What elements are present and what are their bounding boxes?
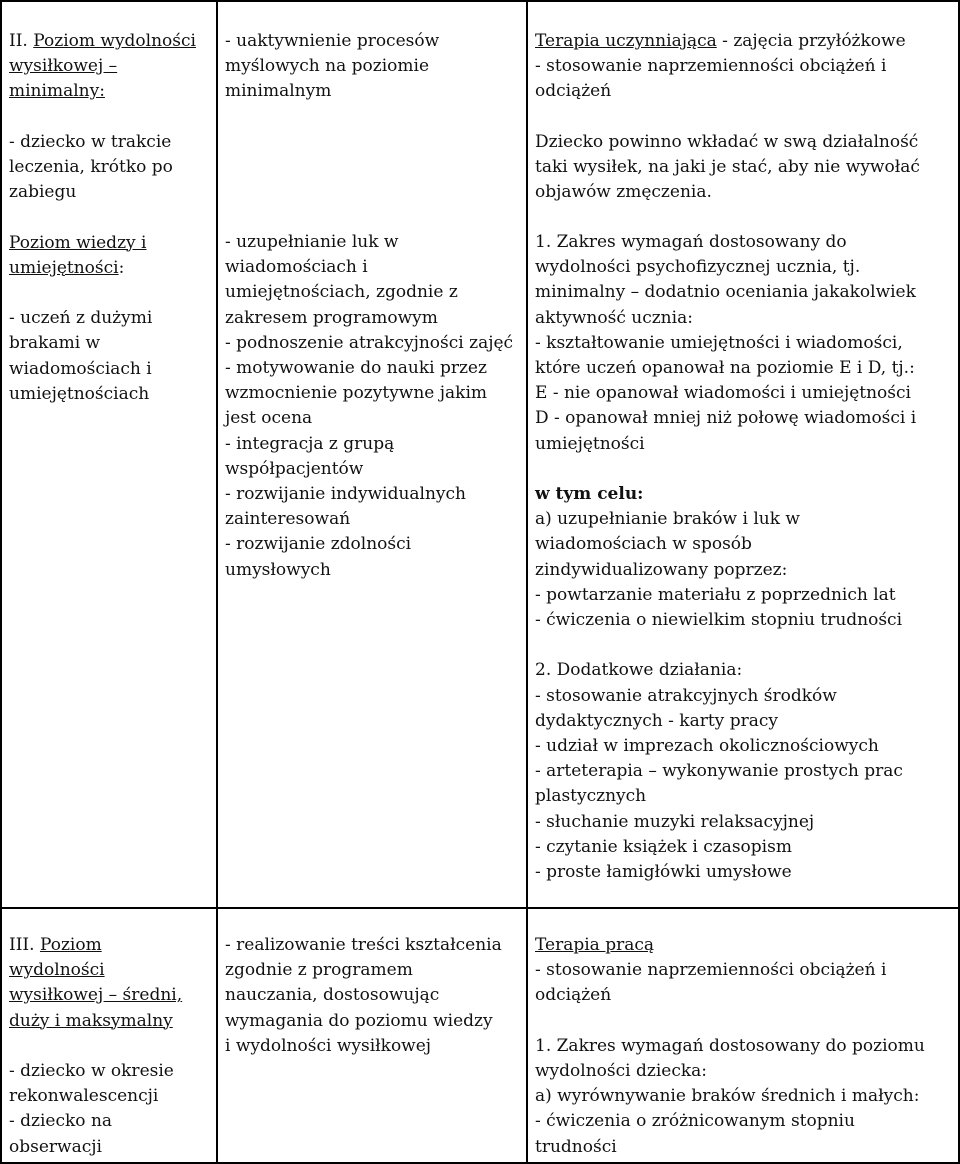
- knowledge-heading-line: Poziom wiedzy i: [9, 232, 147, 253]
- column-divider-1: [216, 0, 218, 1164]
- row1-tasks-cell: [225, 230, 513, 583]
- patient-description-line: obserwacji: [9, 1136, 102, 1157]
- table-border-top: [0, 0, 960, 2]
- goal-method-line: zindywidualizowany poprzez:: [535, 559, 788, 580]
- knowledge-line: brakami w: [9, 333, 101, 354]
- therapy-title: Terapia uczynniająca: [535, 31, 717, 51]
- level-heading-line: wydolności: [9, 960, 105, 981]
- goal-line: myślowych na poziomie: [225, 56, 429, 77]
- patient-description-line: rekonwalescencji: [9, 1086, 159, 1107]
- goal-line: - uaktywnienie procesów: [225, 31, 440, 51]
- task-line: zainteresowań: [225, 509, 351, 530]
- task-line: - rozwijanie zdolności: [225, 534, 412, 555]
- extra-activity-line: - słuchanie muzyki relaksacyjnej: [535, 811, 815, 832]
- goal-line: - realizowanie treści kształcenia: [225, 935, 502, 955]
- patient-description-line: - dziecko na: [9, 1111, 113, 1132]
- row1-level-cell: [9, 29, 196, 407]
- extra-activity-line: - stosowanie atrakcyjnych środków: [535, 685, 837, 706]
- extra-activity-line: plastycznych: [535, 786, 647, 807]
- row2-goals-cell: [225, 933, 502, 1059]
- task-line: - rozwijanie indywidualnych: [225, 484, 466, 505]
- scope-line: E - nie opanował wiadomości i umiejętności: [535, 383, 911, 404]
- row2-level-cell: [9, 933, 182, 1160]
- task-line: - podnoszenie atrakcyjności zajęć: [225, 332, 514, 353]
- task-line: - uzupełnianie luk w: [225, 232, 399, 252]
- therapy-line: - stosowanie naprzemienności obciążeń i: [535, 960, 887, 981]
- patient-description-line: zabiegu: [9, 182, 77, 203]
- scope-line: 1. Zakres wymagań dostosowany do poziomu: [535, 1035, 925, 1056]
- knowledge-line: - uczeń z dużymi: [9, 308, 153, 329]
- scope-line: trudności: [535, 1136, 617, 1157]
- task-line: - integracja z grupą: [225, 433, 395, 454]
- goal-method-line: - ćwiczenia o niewielkim stopniu trudności: [535, 610, 903, 631]
- goal-line: zgodnie z programem: [225, 960, 413, 981]
- scope-line: wydolności psychofizycznej ucznia, tj.: [535, 257, 861, 278]
- scope-line: - ćwiczenia o zróżnicowanym stopniu: [535, 1111, 855, 1132]
- goal-method-line: wiadomościach w sposób: [535, 534, 752, 555]
- extra-activity-line: 2. Dodatkowe działania:: [535, 660, 743, 681]
- scope-line: 1. Zakres wymagań dostosowany do: [535, 232, 847, 252]
- effort-line: objawów zmęczenia.: [535, 182, 712, 203]
- knowledge-line: wiadomościach i: [9, 358, 152, 379]
- goal-method-line: a) uzupełnianie braków i luk w: [535, 509, 800, 530]
- row2-methods-cell: [535, 933, 925, 1160]
- goal-line: minimalnym: [225, 81, 332, 102]
- goal-line: wymagania do poziomu wiedzy: [225, 1010, 493, 1031]
- extra-activity-line: - arteterapia – wykonywanie prostych prac: [535, 761, 903, 782]
- goal-method-line: - powtarzanie materiału z poprzednich lat: [535, 584, 896, 605]
- therapy-line: odciążeń: [535, 81, 612, 102]
- knowledge-line: umiejętnościach: [9, 383, 150, 404]
- scope-line: - kształtowanie umiejętności i wiadomości,: [535, 332, 903, 353]
- effort-line: Dziecko powinno wkładać w swą działalność: [535, 131, 919, 152]
- table-border-left: [0, 0, 2, 1164]
- knowledge-heading-line: umiejętności:: [9, 257, 125, 278]
- scope-line: D - opanował mniej niż połowę wiadomości i: [535, 408, 917, 429]
- effort-line: taki wysiłek, na jaki je stać, aby nie wywołać: [535, 157, 920, 177]
- level-heading-line: II. Poziom wydolności: [9, 31, 196, 51]
- scope-line: wydolności dziecka:: [535, 1061, 708, 1081]
- level-heading-line: wysiłkowej – średni,: [9, 985, 183, 1006]
- task-line: współpacjentów: [225, 458, 364, 479]
- task-line: zakresem programowym: [225, 307, 438, 328]
- level-heading-line: duży i maksymalny: [9, 1010, 173, 1031]
- task-line: jest ocena: [225, 408, 313, 429]
- row1-scope-cell: [535, 230, 916, 885]
- task-line: wiadomościach i: [225, 257, 368, 278]
- therapy-line: odciążeń: [535, 985, 612, 1006]
- row1-goals-cell: [225, 29, 439, 105]
- level-heading-line: III. Poziom: [9, 935, 102, 955]
- extra-activity-line: - proste łamigłówki umysłowe: [535, 862, 792, 883]
- scope-line: umiejętności: [535, 433, 645, 454]
- therapy-line: Terapia uczynniająca - zajęcia przyłóżkowe: [535, 31, 906, 51]
- extra-activity-line: - czytanie książek i czasopism: [535, 836, 792, 857]
- therapy-line: - stosowanie naprzemienności obciążeń i: [535, 56, 887, 77]
- row1-methods-cell: [535, 29, 920, 205]
- scope-line: które uczeń opanował na poziomie E i D, tj.:: [535, 358, 915, 379]
- task-line: umiejętnościach, zgodnie z: [225, 282, 458, 303]
- scope-line: aktywność ucznia:: [535, 307, 693, 328]
- goal-line: i wydolności wysiłkowej: [225, 1035, 432, 1056]
- patient-description-line: - dziecko w trakcie: [9, 131, 172, 152]
- table-border-middle: [0, 907, 960, 909]
- patient-description-line: - dziecko w okresie: [9, 1061, 174, 1081]
- patient-description-line: leczenia, krótko po: [9, 157, 173, 177]
- extra-activity-line: - udział w imprezach okolicznościowych: [535, 736, 879, 757]
- column-divider-2: [526, 0, 528, 1164]
- level-heading-line: wysiłkowej –: [9, 56, 118, 77]
- task-line: - motywowanie do nauki przez: [225, 358, 487, 379]
- goal-label: w tym celu:: [535, 484, 644, 505]
- extra-activity-line: dydaktycznych - karty pracy: [535, 710, 778, 731]
- scope-line: minimalny – dodatnio oceniania jakakolwiek: [535, 282, 916, 303]
- goal-line: nauczania, dostosowując: [225, 985, 440, 1006]
- therapy-title: Terapia pracą: [535, 935, 654, 955]
- scope-line: a) wyrównywanie braków średnich i małych:: [535, 1086, 920, 1107]
- task-line: umysłowych: [225, 559, 331, 580]
- task-line: wzmocnienie pozytywne jakim: [225, 383, 488, 404]
- level-heading-line: minimalny:: [9, 81, 105, 102]
